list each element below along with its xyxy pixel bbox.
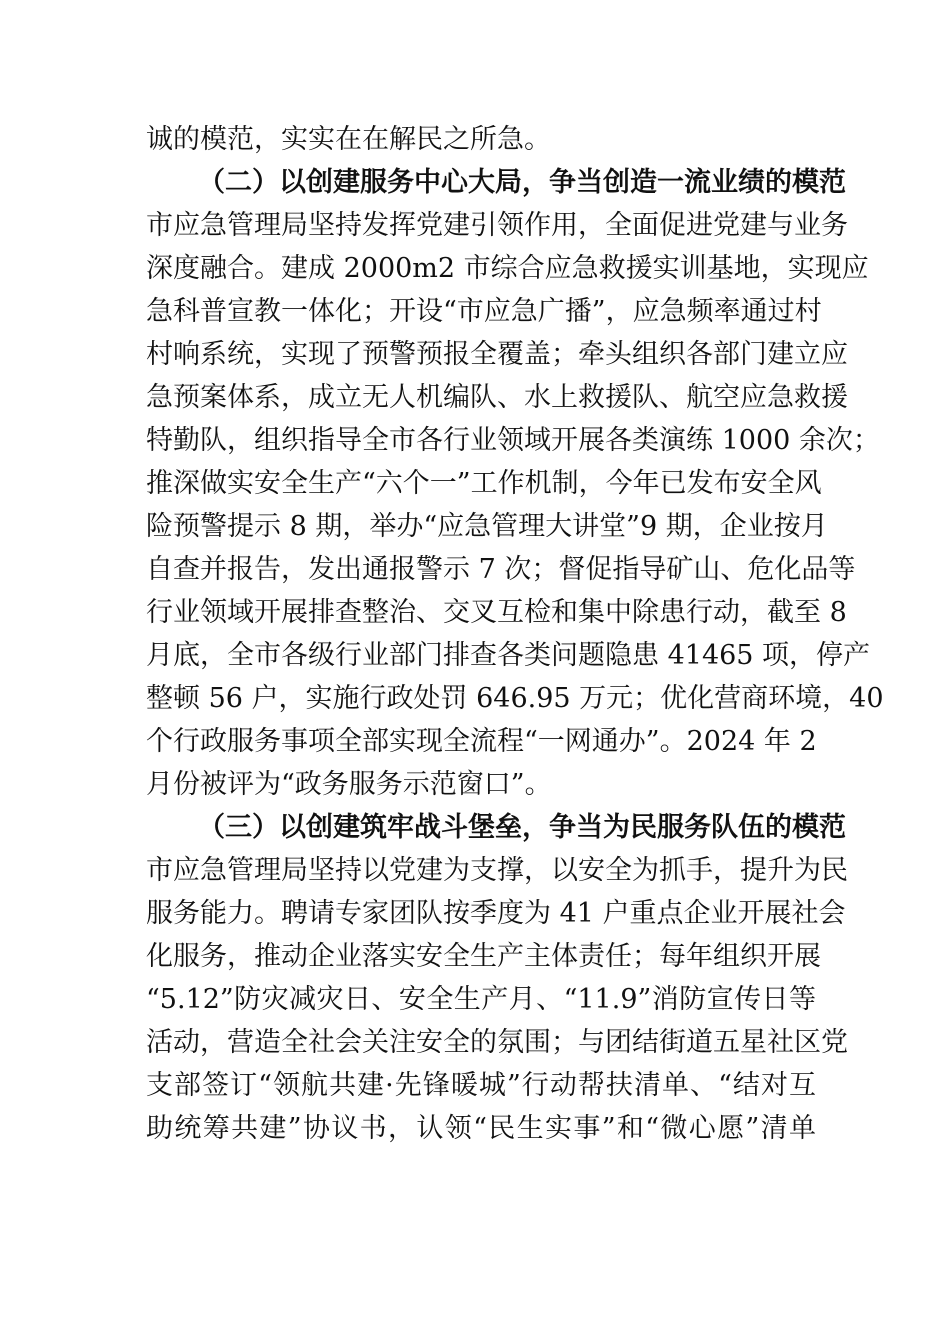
paragraph-line: 助统筹共建”协议书，认领“民生实事”和“微心愿”清单 xyxy=(146,1113,816,1144)
paragraph-line: 市应急管理局坚持发挥党建引领作用，全面促进党建与业务 xyxy=(146,210,848,241)
paragraph-line: 急科普宣教一体化；开设“市应急广播”，应急频率通过村 xyxy=(146,296,822,327)
paragraph-line: 月底，全市各级行业部门排查各类问题隐患 41465 项，停产 xyxy=(146,640,871,671)
paragraph-line: 个行政服务事项全部实现全流程“一网通办”。2024 年 2 xyxy=(146,726,817,757)
paragraph-line: “5.12”防灾减灾日、安全生产月、“11.9”消防宣传日等 xyxy=(146,984,816,1015)
paragraph-line: 推深做实安全生产“六个一”工作机制，今年已发布安全风 xyxy=(146,468,822,499)
section-heading: （三）以创建筑牢战斗堡垒，争当为民服务队伍的模范 xyxy=(198,812,846,843)
paragraph-line: 村响系统，实现了预警预报全覆盖；牵头组织各部门建立应 xyxy=(146,339,848,370)
paragraph-line: 整顿 56 户，实施行政处罚 646.95 万元；优化营商环境，40 xyxy=(146,683,884,714)
paragraph-line: 化服务，推动企业落实安全生产主体责任；每年组织开展 xyxy=(146,941,821,972)
paragraph-line: 服务能力。聘请专家团队按季度为 41 户重点企业开展社会 xyxy=(146,898,846,929)
paragraph-line: 特勤队，组织指导全市各行业领域开展各类演练 1000 余次； xyxy=(146,425,880,456)
paragraph-line: 活动，营造全社会关注安全的氛围；与团结街道五星社区党 xyxy=(146,1027,848,1058)
paragraph-line: 急预案体系，成立无人机编队、水上救援队、航空应急救援 xyxy=(146,382,848,413)
paragraph-line: 险预警提示 8 期，举办“应急管理大讲堂”9 期，企业按月 xyxy=(146,511,828,542)
paragraph-line: 行业领域开展排查整治、交叉互检和集中除患行动，截至 8 xyxy=(146,597,847,628)
paragraph-line: 深度融合。建成 2000m2 市综合应急救援实训基地，实现应 xyxy=(146,253,869,284)
paragraph-line: 月份被评为“政务服务示范窗口”。 xyxy=(146,769,552,800)
paragraph-line: 自查并报告，发出通报警示 7 次；督促指导矿山、危化品等 xyxy=(146,554,856,585)
paragraph-line: 市应急管理局坚持以党建为支撑，以安全为抓手，提升为民 xyxy=(146,855,848,886)
section-heading: （二）以创建服务中心大局，争当创造一流业绩的模范 xyxy=(198,167,846,198)
paragraph-line: 支部签订“领航共建·先锋暖城”行动帮扶清单、“结对互 xyxy=(146,1070,816,1101)
paragraph-line: 诚的模范，实实在在解民之所急。 xyxy=(146,124,551,155)
